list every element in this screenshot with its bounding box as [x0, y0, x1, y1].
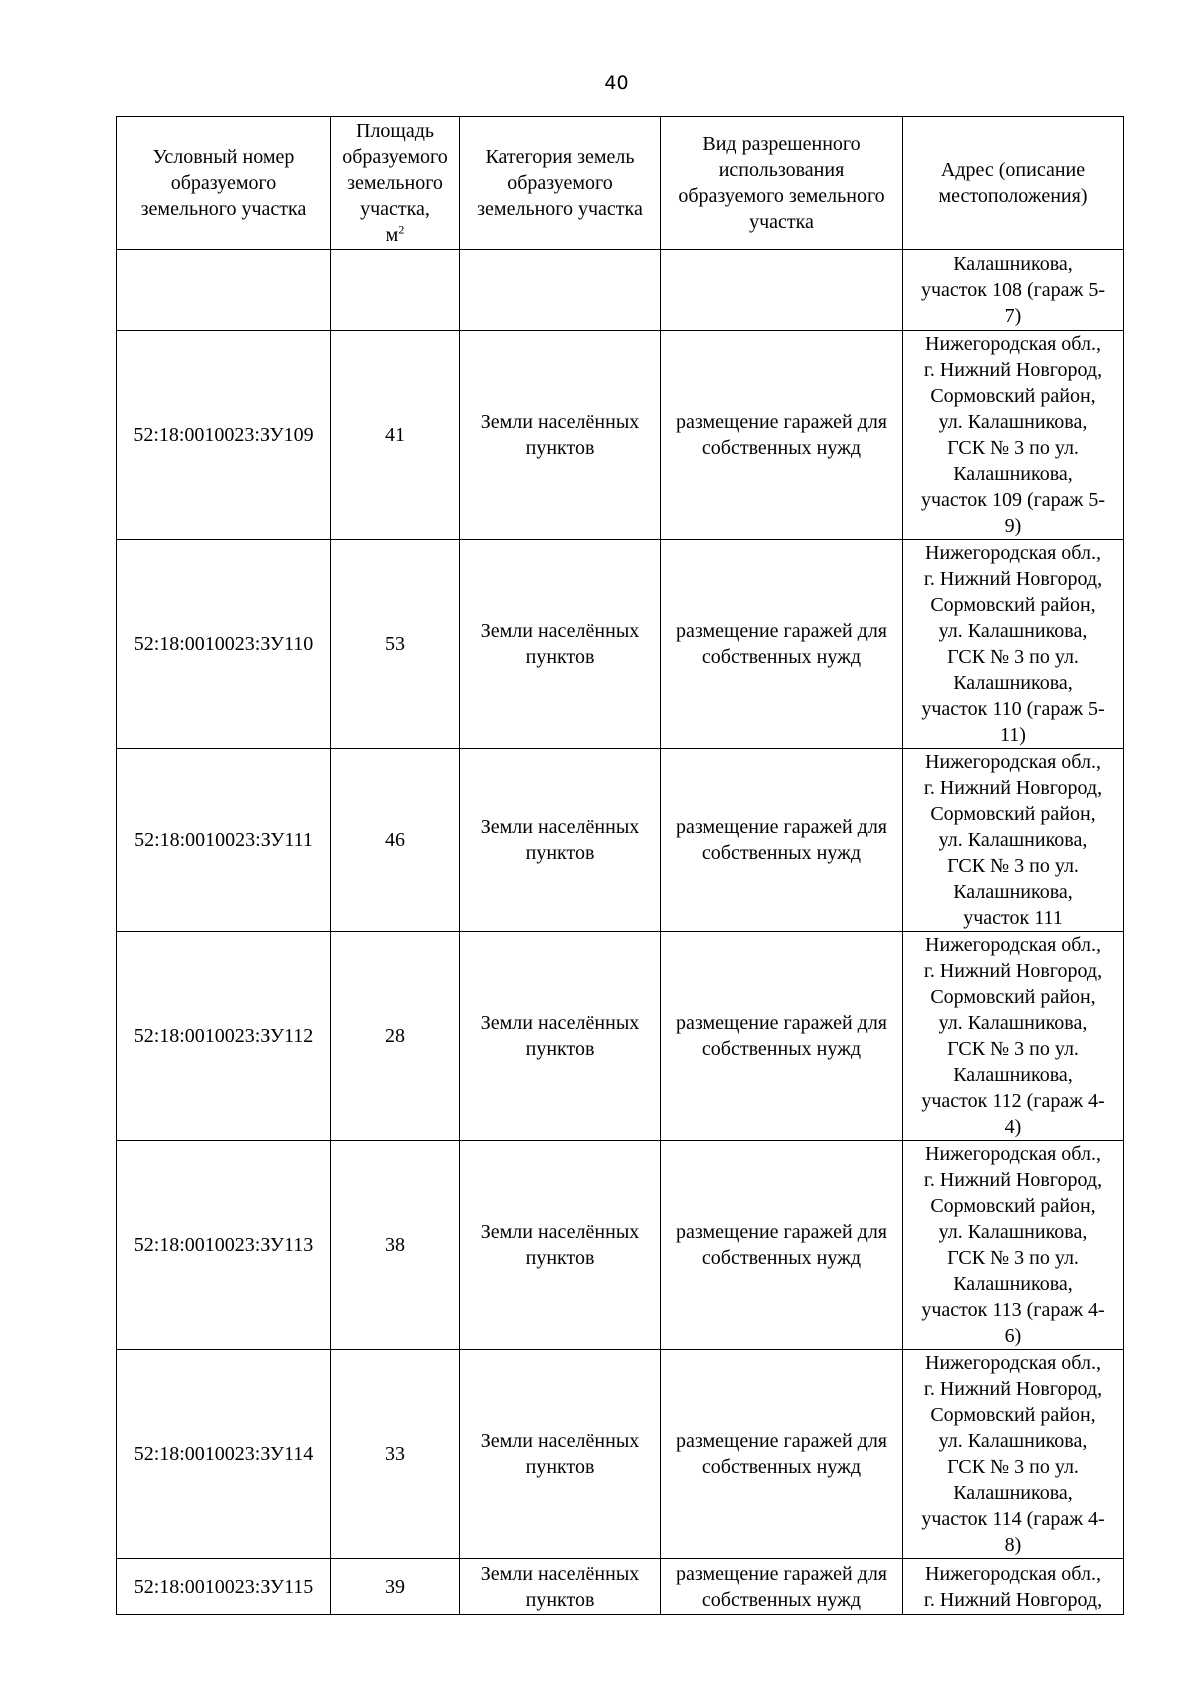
permitted-use-cell: размещение гаражей для собственных нужд — [661, 1141, 903, 1350]
area-cell: 53 — [331, 540, 460, 749]
area-cell: 33 — [331, 1350, 460, 1559]
permitted-use-cell: размещение гаражей для собственных нужд — [661, 1350, 903, 1559]
area-cell: 38 — [331, 1141, 460, 1350]
permitted-use-cell: размещение гаражей для собственных нужд — [661, 1559, 903, 1615]
area-cell: 28 — [331, 932, 460, 1141]
area-cell: 41 — [331, 331, 460, 540]
empty-cell — [117, 250, 331, 331]
area-cell: 46 — [331, 749, 460, 932]
empty-cell — [460, 250, 661, 331]
land-category-cell: Земли населённых пунктов — [460, 1141, 661, 1350]
plot-number-cell: 52:18:0010023:ЗУ112 — [117, 932, 331, 1141]
area-cell: 39 — [331, 1559, 460, 1615]
empty-cell — [331, 250, 460, 331]
empty-cell — [661, 250, 903, 331]
table-header-row — [117, 117, 1124, 250]
address-cell: Нижегородская обл., г. Нижний Новгород, Сормовский район, ул. Калашникова, ГСК № 3 по ул. Калашникова, участок 109 (гараж 5- 9) — [903, 331, 1124, 540]
plot-number-cell: 52:18:0010023:ЗУ111 — [117, 749, 331, 932]
plot-number-cell: 52:18:0010023:ЗУ113 — [117, 1141, 331, 1350]
header-area — [331, 117, 460, 250]
address-cell: Нижегородская обл., г. Нижний Новгород, Сормовский район, ул. Калашникова, ГСК № 3 по ул. Калашникова, участок 111 — [903, 749, 1124, 932]
land-category-cell: Земли населённых пунктов — [460, 1559, 661, 1615]
plot-number-cell: 52:18:0010023:ЗУ115 — [117, 1559, 331, 1615]
permitted-use-cell: размещение гаражей для собственных нужд — [661, 540, 903, 749]
table-row — [117, 932, 1124, 1141]
address-cell: Нижегородская обл., г. Нижний Новгород, Сормовский район, ул. Калашникова, ГСК № 3 по ул. Калашникова, участок 110 (гараж 5- 11) — [903, 540, 1124, 749]
table-row — [117, 1559, 1124, 1615]
table-row — [117, 540, 1124, 749]
land-category-cell: Земли населённых пунктов — [460, 1350, 661, 1559]
plot-number-cell: 52:18:0010023:ЗУ110 — [117, 540, 331, 749]
address-cell: Нижегородская обл., г. Нижний Новгород, Сормовский район, ул. Калашникова, ГСК № 3 по ул. Калашникова, участок 112 (гараж 4- 4) — [903, 932, 1124, 1141]
land-category-cell: Земли населённых пунктов — [460, 749, 661, 932]
table-row — [117, 331, 1124, 540]
address-cell: Нижегородская обл., г. Нижний Новгород, — [903, 1559, 1124, 1615]
header-land-category: Категория земель образуемого земельного участка — [460, 117, 661, 250]
header-plot-number: Условный номер образуемого земельного участка — [117, 117, 331, 250]
page-number: 40 — [604, 72, 629, 94]
permitted-use-cell: размещение гаражей для собственных нужд — [661, 932, 903, 1141]
table-row — [117, 1141, 1124, 1350]
header-address: Адрес (описание местоположения) — [903, 117, 1124, 250]
address-cell: Калашникова, участок 108 (гараж 5- 7) — [903, 250, 1124, 331]
land-category-cell: Земли населённых пунктов — [460, 932, 661, 1141]
header-area-superscript: 2 — [398, 222, 405, 237]
permitted-use-cell: размещение гаражей для собственных нужд — [661, 331, 903, 540]
land-category-cell: Земли населённых пунктов — [460, 540, 661, 749]
table-row — [117, 1350, 1124, 1559]
land-plots-table — [116, 116, 1124, 1615]
continuation-row — [117, 250, 1124, 331]
address-cell: Нижегородская обл., г. Нижний Новгород, Сормовский район, ул. Калашникова, ГСК № 3 по ул. Калашникова, участок 113 (гараж 4- 6) — [903, 1141, 1124, 1350]
table-row — [117, 749, 1124, 932]
header-area-label: Площадь образуемого земельного участка, м — [342, 120, 448, 246]
land-category-cell: Земли населённых пунктов — [460, 331, 661, 540]
plot-number-cell: 52:18:0010023:ЗУ114 — [117, 1350, 331, 1559]
plot-number-cell: 52:18:0010023:ЗУ109 — [117, 331, 331, 540]
permitted-use-cell: размещение гаражей для собственных нужд — [661, 749, 903, 932]
header-permitted-use: Вид разрешенного использования образуемого земельного участка — [661, 117, 903, 250]
address-cell: Нижегородская обл., г. Нижний Новгород, Сормовский район, ул. Калашникова, ГСК № 3 по ул. Калашникова, участок 114 (гараж 4- 8) — [903, 1350, 1124, 1559]
